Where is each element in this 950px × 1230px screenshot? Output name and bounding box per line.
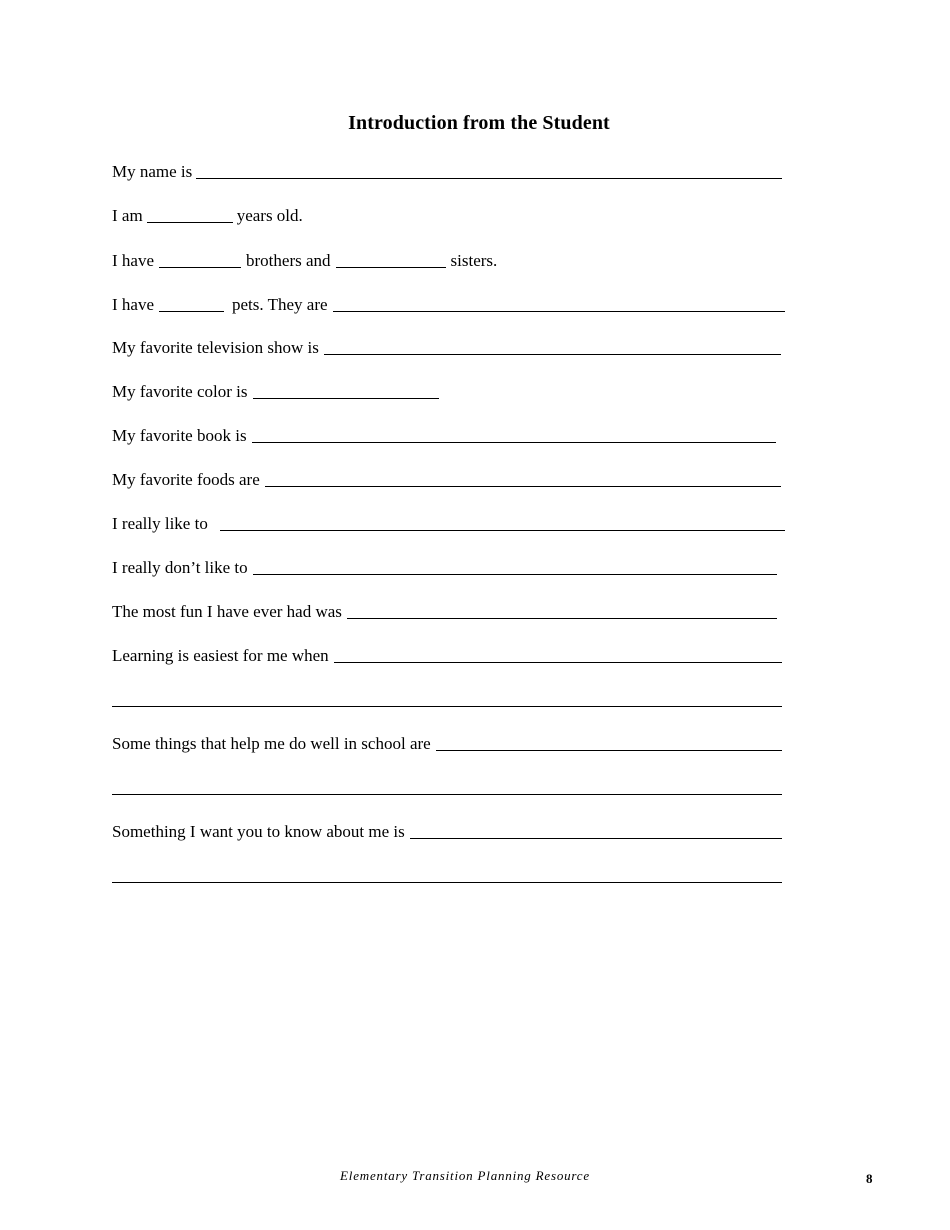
learning-continuation-blank[interactable]: [112, 705, 782, 707]
like-line: [112, 510, 785, 534]
school-help-line: [112, 730, 785, 754]
school-help-label: Some things that help me do well in school are: [112, 734, 431, 753]
tv-show-blank[interactable]: [324, 353, 781, 355]
color-line: [112, 378, 785, 402]
like-blank[interactable]: [220, 529, 785, 531]
learning-continuation-line: [112, 686, 785, 710]
footer-title: Elementary Transition Planning Resource: [340, 1168, 590, 1183]
siblings-line: [112, 247, 785, 271]
know-about-blank[interactable]: [410, 837, 782, 839]
dislike-line: [112, 554, 785, 578]
book-line: [112, 422, 785, 446]
age-suffix-label: years old.: [236, 206, 303, 225]
school-help-blank[interactable]: [436, 749, 782, 751]
pets-mid-label: pets. They are: [232, 295, 328, 314]
school-help-continuation-line: [112, 774, 785, 798]
name-blank[interactable]: [196, 177, 782, 179]
most-fun-blank[interactable]: [347, 617, 777, 619]
color-label: My favorite color is: [112, 382, 248, 401]
school-help-continuation-blank[interactable]: [112, 793, 782, 795]
page-number: 8: [866, 1171, 873, 1186]
know-about-label: Something I want you to know about me is: [112, 822, 405, 841]
age-blank[interactable]: [147, 221, 233, 223]
foods-label: My favorite foods are: [112, 470, 260, 489]
brothers-blank[interactable]: [159, 266, 241, 268]
dislike-blank[interactable]: [253, 573, 777, 575]
name-label: My name is: [112, 162, 193, 181]
pets-prefix-label: I have: [112, 295, 155, 314]
know-about-continuation-line: [112, 862, 785, 886]
most-fun-line: [112, 598, 785, 622]
tv-show-line: [112, 334, 785, 358]
book-label: My favorite book is: [112, 426, 247, 445]
pets-type-blank[interactable]: [333, 310, 785, 312]
know-about-line: [112, 818, 785, 842]
siblings-prefix-label: I have: [112, 251, 155, 270]
learning-blank[interactable]: [334, 661, 782, 663]
color-blank[interactable]: [253, 397, 439, 399]
foods-blank[interactable]: [265, 485, 781, 487]
pets-count-blank[interactable]: [159, 310, 224, 312]
siblings-suffix-label: sisters.: [450, 251, 498, 270]
tv-show-label: My favorite television show is: [112, 338, 319, 357]
page-title: Introduction from the Student: [348, 112, 610, 134]
age-line: [112, 202, 785, 226]
book-blank[interactable]: [252, 441, 776, 443]
age-prefix-label: I am: [112, 206, 143, 225]
pets-line: [112, 291, 785, 315]
dislike-label: I really don’t like to: [112, 558, 248, 577]
learning-label: Learning is easiest for me when: [112, 646, 329, 665]
siblings-mid-label: brothers and: [246, 251, 331, 270]
most-fun-label: The most fun I have ever had was: [112, 602, 342, 621]
like-label: I really like to: [112, 514, 208, 533]
foods-line: [112, 466, 785, 490]
know-about-continuation-blank[interactable]: [112, 881, 782, 883]
name-line: [112, 158, 785, 182]
sisters-blank[interactable]: [336, 266, 446, 268]
learning-line: [112, 642, 785, 666]
